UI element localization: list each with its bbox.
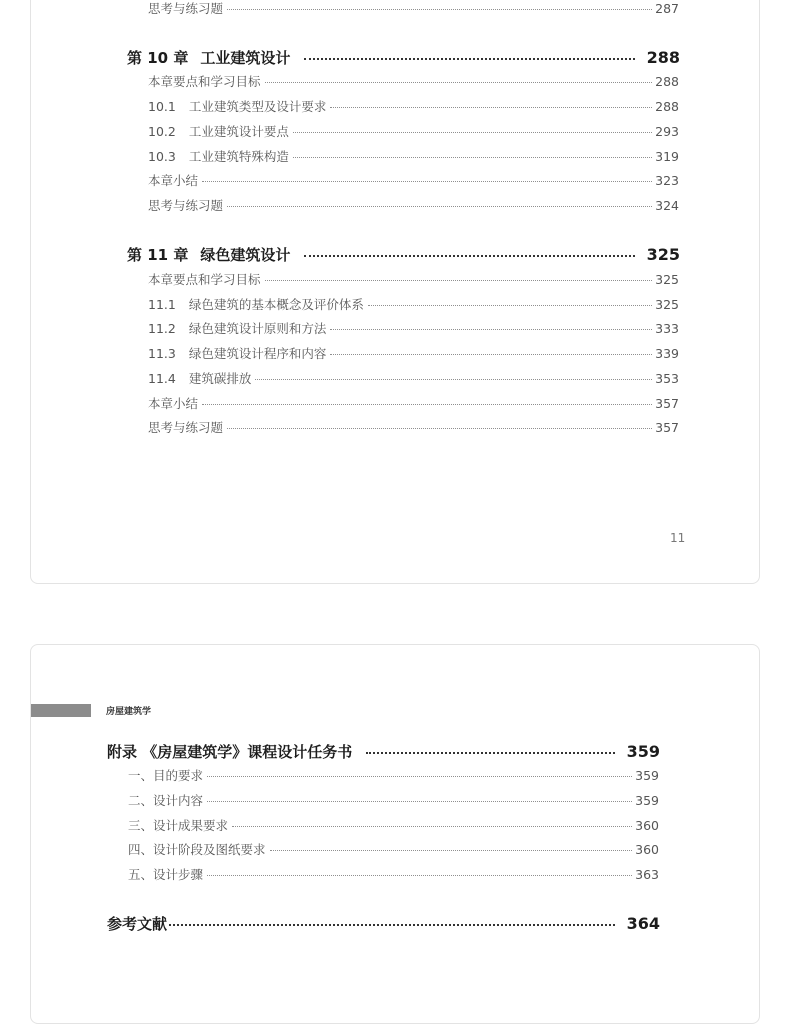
dot-leader	[207, 874, 632, 876]
toc-entry-label: 本章要点和学习目标	[148, 74, 261, 89]
toc-entry-page: 359	[635, 768, 659, 783]
toc-entry[interactable]	[128, 865, 659, 883]
toc-entry-page: 360	[635, 818, 659, 833]
toc-entry[interactable]	[148, 418, 679, 436]
section-number: 10.3	[148, 149, 176, 164]
toc-entry-page: 293	[655, 124, 679, 139]
dot-leader	[227, 427, 652, 429]
dot-leader	[227, 205, 652, 207]
section-number: 11.4	[148, 371, 176, 386]
toc-chapter-11[interactable]	[127, 244, 680, 266]
chapter-page: 325	[646, 245, 680, 264]
toc-entry-label: 思考与练习题	[148, 420, 224, 435]
toc-entry-page: 357	[655, 396, 679, 411]
toc-entry-page: 287	[655, 1, 679, 16]
chapter-number: 第 11 章	[127, 246, 189, 264]
toc-entry-page: 288	[655, 74, 679, 89]
dot-leader	[265, 81, 653, 83]
dot-leader	[202, 403, 652, 405]
toc-entry-page: 363	[635, 867, 659, 882]
dot-leader	[304, 254, 634, 257]
dot-leader	[169, 923, 615, 926]
dot-leader	[227, 8, 652, 10]
appendix-title: 附录 《房屋建筑学》课程设计任务书	[107, 743, 353, 761]
toc-entry-page: 353	[655, 371, 679, 386]
toc-references[interactable]	[107, 913, 660, 935]
toc-entry[interactable]	[148, 295, 679, 313]
appendix-page: 359	[626, 742, 660, 761]
toc-entry-page: 359	[635, 793, 659, 808]
running-header-title: 房屋建筑学	[106, 707, 152, 717]
section-number: 10.1	[148, 99, 176, 114]
toc-entry[interactable]	[148, 394, 679, 412]
toc-entry-label: 工业建筑设计要点	[188, 124, 289, 139]
dot-leader	[330, 328, 652, 330]
toc-entry-label: 思考与练习题	[148, 1, 224, 16]
dot-leader	[255, 378, 652, 380]
toc-entry-label: 工业建筑类型及设计要求	[188, 99, 327, 114]
section-number: 11.3	[148, 346, 176, 361]
page-number: 11	[670, 531, 686, 545]
references-page: 364	[626, 914, 660, 933]
toc-entry-page: 357	[655, 420, 679, 435]
toc-entry[interactable]	[148, 270, 679, 288]
chapter-heading	[127, 244, 290, 265]
toc-entry-label: 绿色建筑设计程序和内容	[188, 346, 327, 361]
toc-entry-label: 绿色建筑的基本概念及评价体系	[188, 297, 364, 312]
toc-page-11	[30, 0, 760, 584]
dot-leader	[207, 775, 632, 777]
toc-entry-label: 工业建筑特殊构造	[188, 149, 289, 164]
toc-entry[interactable]	[148, 0, 679, 17]
toc-entry-page: 319	[655, 149, 679, 164]
dot-leader	[232, 825, 632, 827]
toc-entry[interactable]	[148, 122, 679, 140]
toc-entry[interactable]	[148, 72, 679, 90]
toc-entry[interactable]	[148, 319, 679, 337]
toc-entry-label: 思考与练习题	[148, 198, 224, 213]
dot-leader	[270, 849, 633, 851]
section-number: 11.1	[148, 297, 176, 312]
section-number: 10.2	[148, 124, 176, 139]
toc-entry-label: 绿色建筑设计原则和方法	[188, 321, 327, 336]
toc-entry[interactable]	[148, 344, 679, 362]
dot-leader	[366, 751, 614, 754]
chapter-page: 288	[646, 48, 680, 67]
toc-entry-label: 建筑碳排放	[188, 371, 252, 386]
toc-entry[interactable]	[128, 840, 659, 858]
chapter-title: 绿色建筑设计	[200, 246, 291, 264]
toc-entry-label: 本章小结	[148, 173, 199, 188]
dot-leader	[304, 57, 634, 60]
toc-entry[interactable]	[128, 766, 659, 784]
toc-entry[interactable]	[128, 791, 659, 809]
toc-entry-page: 325	[655, 272, 679, 287]
toc-entry[interactable]	[148, 147, 679, 165]
toc-entry-page: 288	[655, 99, 679, 114]
toc-entry-label: 四、设计阶段及图纸要求	[128, 842, 266, 857]
references-title: 参考文献	[107, 915, 168, 933]
toc-entry-label: 本章小结	[148, 396, 199, 411]
dot-leader	[368, 304, 652, 306]
toc-entry-label: 五、设计步骤	[128, 867, 204, 882]
toc-entry-label: 本章要点和学习目标	[148, 272, 261, 287]
toc-entry-page: 323	[655, 173, 679, 188]
chapter-number: 第 10 章	[127, 49, 189, 67]
toc-entry-page: 333	[655, 321, 679, 336]
running-header-bar	[31, 704, 91, 717]
toc-entry-label: 三、设计成果要求	[128, 818, 229, 833]
toc-entry-page: 360	[635, 842, 659, 857]
dot-leader	[330, 353, 652, 355]
dot-leader	[293, 131, 652, 133]
toc-entry-page: 339	[655, 346, 679, 361]
toc-appendix[interactable]	[107, 741, 660, 763]
section-number: 11.2	[148, 321, 176, 336]
toc-entry-page: 324	[655, 198, 679, 213]
chapter-heading	[127, 47, 290, 68]
toc-entry-label: 一、目的要求	[128, 768, 204, 783]
toc-entry-page: 325	[655, 297, 679, 312]
toc-page-appendix	[30, 644, 760, 1024]
chapter-title: 工业建筑设计	[200, 49, 291, 67]
toc-entry[interactable]	[128, 816, 659, 834]
toc-entry[interactable]	[148, 196, 679, 214]
toc-chapter-10[interactable]	[127, 47, 680, 69]
toc-entry[interactable]	[148, 171, 679, 189]
dot-leader	[207, 800, 632, 802]
toc-entry[interactable]	[148, 97, 679, 115]
toc-entry-label: 二、设计内容	[128, 793, 204, 808]
dot-leader	[265, 279, 653, 281]
dot-leader	[202, 180, 652, 182]
toc-entry[interactable]	[148, 369, 679, 387]
dot-leader	[293, 156, 652, 158]
dot-leader	[330, 106, 652, 108]
